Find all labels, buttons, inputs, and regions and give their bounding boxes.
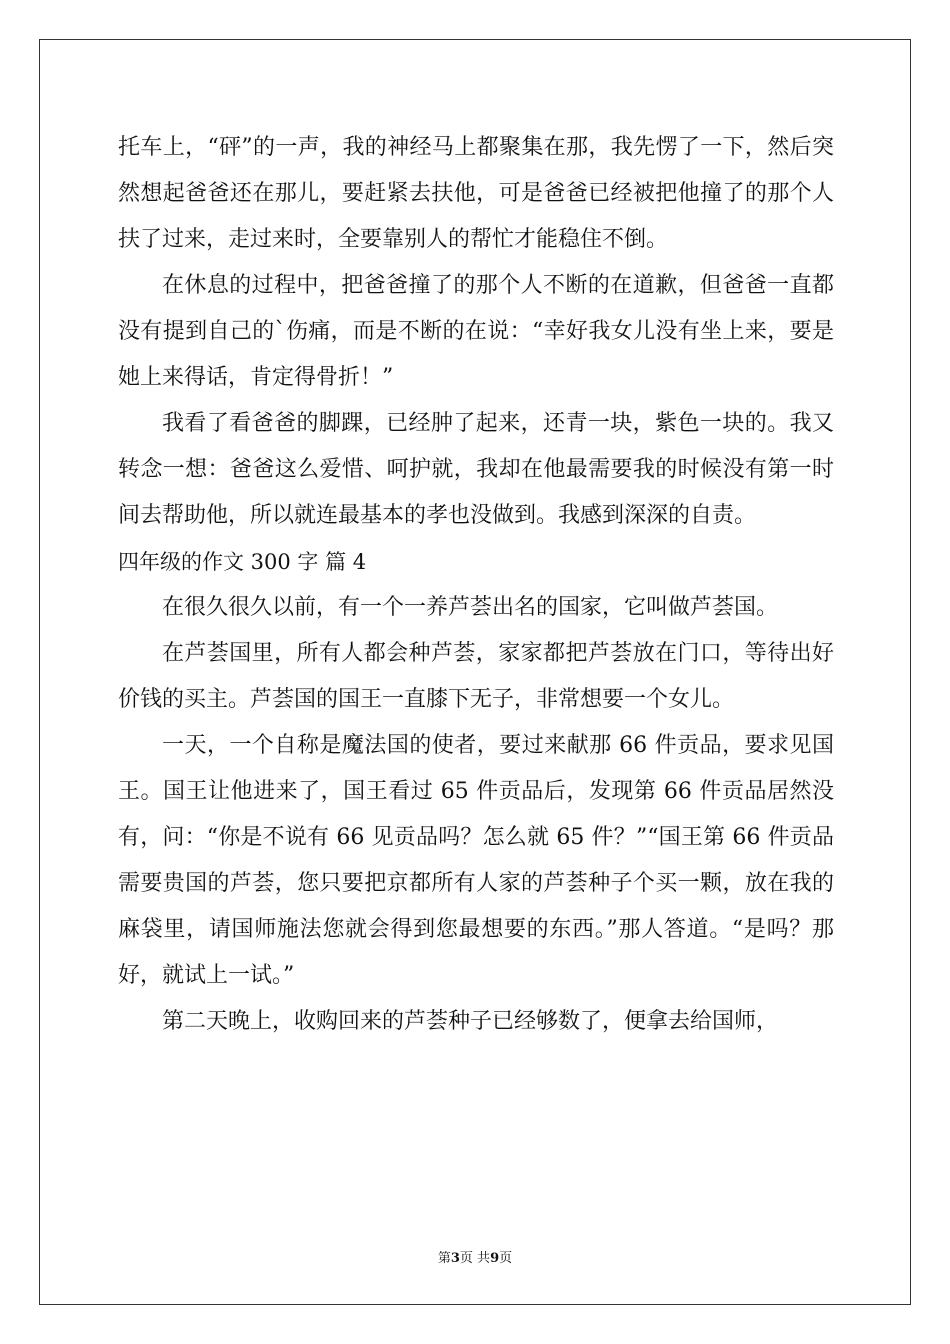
paragraph: 一天，一个自称是魔法国的使者，要过来献那 66 件贡品，要求见国王。国王让他进来了，国王看过 65 件贡品后，发现第 66 件贡品居然没有，问：“你是不说有 66 见贡品吗？怎么就 65 件？”“国王第 66 件贡品需要贵国的芦荟，您只要把京都所有人家的芦荟种子个买一颗，放在我的麻袋里，请国师施法您就会得到您最想要的东西。”那人答道。“是吗？那好，就试上一试。”: [118, 733, 834, 988]
paragraph: 在芦荟国里，所有人都会种芦荟，家家都把芦荟放在门口，等待出好价钱的买主。芦荟国的国王一直膝下无子，非常想要一个女儿。: [118, 641, 834, 712]
section-title: 四年级的作文 300 字 篇 4: [118, 550, 367, 574]
paragraph: 我看了看爸爸的脚踝，已经肿了起来，还青一块，紫色一块的。我又转念一想：爸爸这么爱惜、呵护就，我却在他最需要我的时候没有第一时间去帮助他，所以就连最基本的孝也没做到。我感到深深的自责。: [118, 411, 834, 528]
paragraph: 在休息的过程中，把爸爸撞了的那个人不断的在道歉，但爸爸一直都没有提到自己的`伤痛，而是不断的在说：“幸好我女儿没有坐上来，要是她上来得话，肯定得骨折！”: [118, 273, 834, 390]
paragraph: 在很久很久以前，有一个一养芦荟出名的国家，它叫做芦荟国。: [162, 595, 779, 620]
current-page-number: 3: [450, 1251, 460, 1266]
document-body: [118, 125, 834, 1045]
footer-mid: 页 共: [459, 1251, 491, 1266]
footer-suffix: 页: [499, 1251, 513, 1266]
total-page-number: 9: [490, 1251, 500, 1266]
paragraph: 第二天晚上，收购回来的芦荟种子已经够数了，便拿去给国师，: [162, 1009, 779, 1034]
footer-prefix: 第: [437, 1251, 451, 1266]
page-footer: [0, 1247, 950, 1266]
paragraph: 托车上，“砰”的一声，我的神经马上都聚集在那，我先愣了一下，然后突然想起爸爸还在那儿，要赶紧去扶他，可是爸爸已经被把他撞了的那个人扶了过来，走过来时，全要靠别人的帮忙才能稳住不倒。: [118, 135, 834, 252]
